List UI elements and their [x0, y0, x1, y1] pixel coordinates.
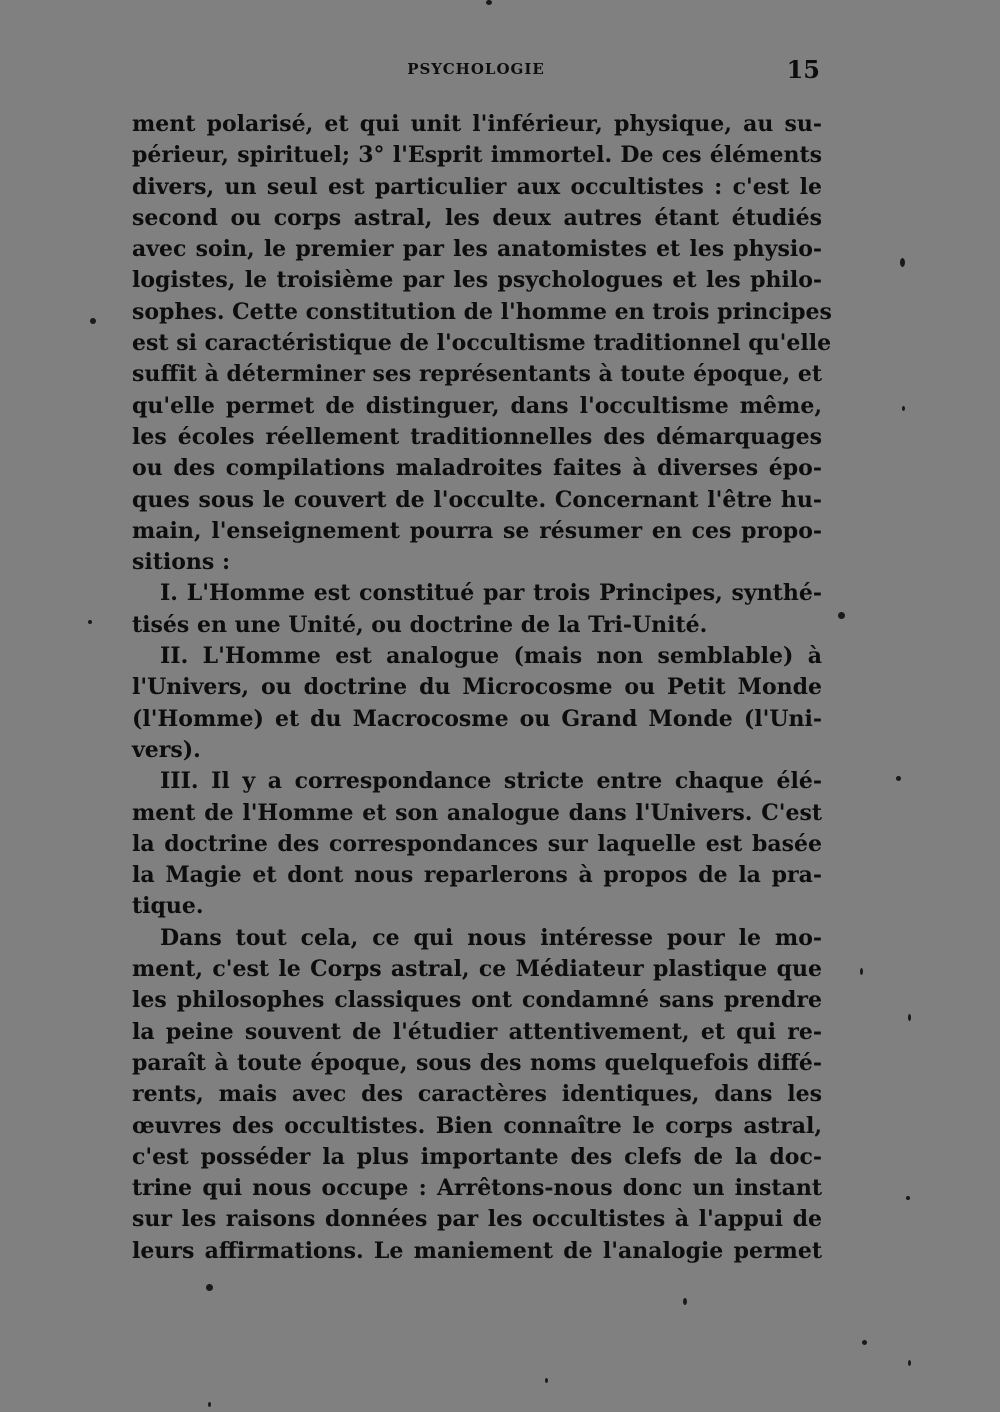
text-line: Dans tout cela, ce qui nous intéresse pour le mo-: [160, 924, 822, 951]
scan-speck: [545, 1378, 548, 1383]
text-line: ou des compilations maladroites faites à diverses épo-: [132, 455, 822, 482]
body-text: [132, 109, 832, 1267]
scan-speck: [900, 258, 905, 267]
text-line: suffit à déterminer ses représentants à toute époque, et: [132, 361, 822, 388]
text-line: second ou corps astral, les deux autres étant étudiés: [132, 204, 822, 231]
text-line: les écoles réellement traditionnelles des démarquages: [132, 423, 822, 450]
text-line: la peine souvent de l'étudier attentivement, et qui re-: [132, 1018, 822, 1045]
text-line: divers, un seul est particulier aux occultistes : c'est le: [132, 173, 822, 200]
text-line: c'est posséder la plus importante des clefs de la doc-: [132, 1143, 822, 1170]
text-line: (l'Homme) et du Macrocosme ou Grand Monde (l'Uni-: [132, 705, 822, 732]
scan-speck: [208, 1402, 211, 1407]
scan-speck: [906, 1196, 910, 1200]
text-line: main, l'enseignement pourra se résumer en ces propo-: [132, 517, 822, 544]
scan-speck: [902, 406, 905, 411]
scan-speck: [206, 1284, 213, 1291]
text-line: II. L'Homme est analogue (mais non semblable) à: [160, 643, 822, 670]
text-line: périeur, spirituel; 3° l'Esprit immortel. De ces éléments: [132, 142, 822, 169]
text-line: est si caractéristique de l'occultisme traditionnel qu'elle: [132, 330, 832, 357]
scan-speck: [896, 776, 901, 781]
text-line: logistes, le troisième par les psychologues et les philo-: [132, 267, 822, 294]
text-line: tisés en une Unité, ou doctrine de la Tri-Unité.: [132, 611, 708, 638]
text-line: qu'elle permet de distinguer, dans l'occultisme même,: [132, 392, 822, 419]
text-line: sophes. Cette constitution de l'homme en trois principes: [132, 298, 832, 325]
scan-speck: [88, 620, 92, 624]
text-line: rents, mais avec des caractères identiques, dans les: [132, 1081, 822, 1108]
text-line: I. L'Homme est constitué par trois Principes, synthé-: [160, 580, 822, 607]
text-line: les philosophes classiques ont condamné sans prendre: [132, 987, 822, 1014]
scan-speck: [908, 1360, 911, 1366]
scan-speck: [683, 1298, 687, 1305]
text-line: œuvres des occultistes. Bien connaître le corps astral,: [132, 1112, 822, 1139]
text-line: la Magie et dont nous reparlerons à propos de la pra-: [132, 862, 822, 889]
text-line: avec soin, le premier par les anatomistes et les physio-: [132, 236, 822, 263]
text-line: III. Il y a correspondance stricte entre chaque élé-: [160, 768, 822, 795]
scan-speck: [862, 1340, 867, 1345]
text-line: tique.: [132, 893, 204, 920]
running-title: PSYCHOLOGIE: [407, 60, 545, 78]
text-line: ques sous le couvert de l'occulte. Concernant l'être hu-: [132, 486, 822, 513]
text-line: ment, c'est le Corps astral, ce Médiateur plastique que: [132, 956, 822, 983]
text-line: sitions :: [132, 549, 231, 576]
text-line: leurs affirmations. Le maniement de l'analogie permet: [132, 1237, 822, 1264]
text-line: paraît à toute époque, sous des noms quelquefois diffé-: [132, 1049, 822, 1076]
scan-speck: [90, 318, 96, 324]
scan-speck: [486, 0, 492, 5]
text-line: ment de l'Homme et son analogue dans l'Univers. C'est: [132, 799, 822, 826]
text-line: la doctrine des correspondances sur laquelle est basée: [132, 830, 822, 857]
text-line: l'Univers, ou doctrine du Microcosme ou Petit Monde: [132, 674, 822, 701]
scan-speck: [908, 1014, 911, 1021]
scan-speck: [860, 968, 863, 975]
text-line: ment polarisé, et qui unit l'inférieur, physique, au su-: [132, 111, 822, 137]
text-line: trine qui nous occupe : Arrêtons-nous donc un instant: [132, 1175, 822, 1202]
text-line: vers).: [132, 736, 201, 763]
page-header: [132, 55, 820, 84]
text-line: sur les raisons données par les occultistes à l'appui de: [132, 1206, 822, 1233]
scan-speck: [838, 612, 845, 619]
page-number: 15: [786, 55, 820, 84]
